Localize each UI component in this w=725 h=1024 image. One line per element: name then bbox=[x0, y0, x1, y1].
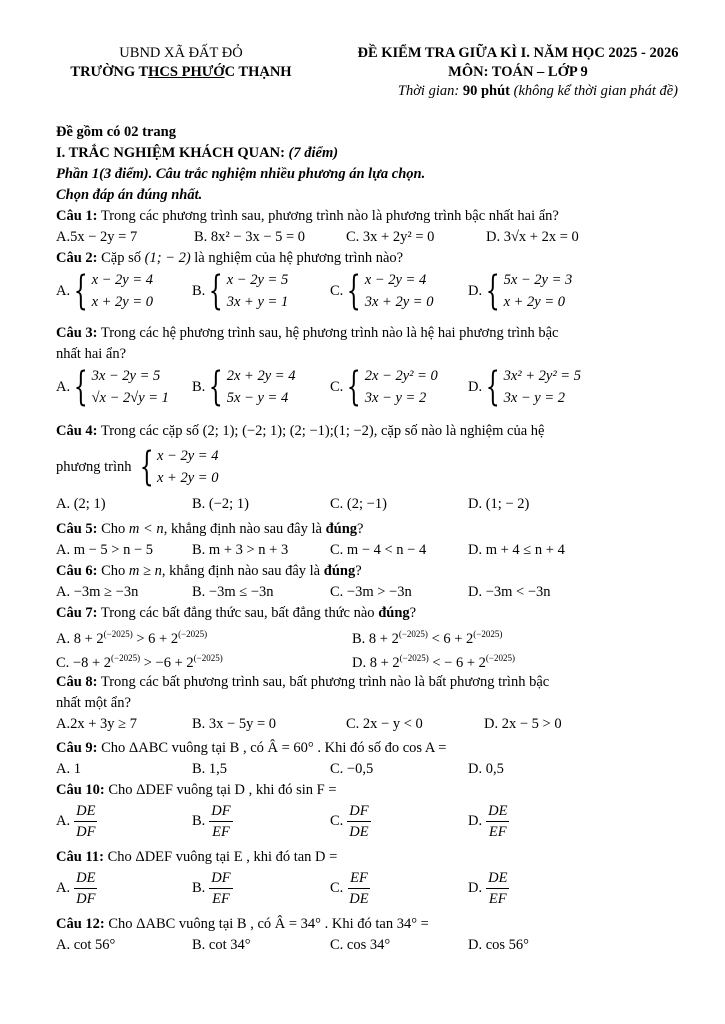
question-text: Trong các cặp số (2; 1); (−2; 1); (2; −1);(1; −2), cặp số nào là nghiệm của hệ bbox=[97, 423, 545, 439]
expr-part: A. 8 + 2 bbox=[56, 630, 104, 647]
system-row: 3x + y = 1 bbox=[226, 294, 289, 310]
expr-part: B. 8 + 2 bbox=[352, 630, 399, 647]
option-b: B. cot 34° bbox=[192, 937, 251, 953]
header-right bbox=[318, 44, 718, 101]
school-name-part: HCS PHƯỚ bbox=[148, 64, 225, 80]
option-b: B. (−2; 1) bbox=[192, 496, 249, 512]
question-4-system bbox=[56, 442, 666, 492]
question-label: Câu 7: bbox=[56, 605, 98, 621]
option-a: A. (2; 1) bbox=[56, 496, 106, 512]
system-row: x + 2y = 0 bbox=[91, 294, 154, 310]
system-row: 5x − 2y = 3 bbox=[503, 272, 573, 288]
brace-icon: { bbox=[139, 444, 154, 490]
option-a: A.5x − 2y = 7 bbox=[56, 229, 138, 245]
option-d: D. 2x − 5 > 0 bbox=[484, 716, 562, 732]
system-row: 3x − 2y = 5 bbox=[91, 368, 161, 384]
question-3-options bbox=[56, 365, 666, 415]
question-text: là nghiệm của hệ phương trình nào? bbox=[190, 250, 404, 266]
exponent: (−2025) bbox=[178, 629, 208, 639]
question-3 bbox=[56, 323, 666, 344]
header-left bbox=[52, 44, 310, 82]
question-text: Cho ΔDEF vuông tại D , khi đó sin F = bbox=[104, 782, 337, 798]
brace-icon: { bbox=[209, 364, 224, 410]
question-9-options bbox=[56, 759, 666, 780]
fraction bbox=[486, 868, 509, 909]
option-b: B. 3x − 5y = 0 bbox=[192, 716, 277, 732]
section-title bbox=[56, 143, 666, 164]
option-b: B. −3m ≤ −3n bbox=[192, 584, 274, 600]
question-3-cont: nhất hai ẩn? bbox=[56, 346, 127, 362]
system-row: x − 2y = 4 bbox=[364, 272, 427, 288]
option-label: A. bbox=[56, 880, 71, 896]
option-label: B. bbox=[192, 813, 206, 829]
exam-title: ĐỀ KIỂM TRA GIỮA KÌ I. NĂM HỌC 2025 - 2026 bbox=[357, 45, 679, 61]
fraction bbox=[486, 801, 509, 842]
exam-subject: MÔN: TOÁN – LỚP 9 bbox=[448, 64, 588, 80]
option-label: C. bbox=[330, 813, 344, 829]
option-a bbox=[56, 868, 97, 909]
option-a: A. −3m ≥ −3n bbox=[56, 584, 139, 600]
exponent: (−2025) bbox=[485, 653, 515, 663]
system-row: 3x² + 2y² = 5 bbox=[503, 368, 581, 384]
exam-body bbox=[56, 122, 666, 956]
option-c bbox=[330, 365, 438, 409]
question-label: Câu 3: bbox=[56, 325, 98, 341]
option-label: A. bbox=[56, 282, 71, 299]
option-label: C. bbox=[330, 378, 344, 395]
expr-part: C. −8 + 2 bbox=[56, 654, 112, 671]
option-label: D. bbox=[468, 813, 483, 829]
brace-icon: { bbox=[347, 364, 362, 410]
option-label: D. bbox=[468, 880, 483, 896]
question-8-options bbox=[56, 714, 666, 738]
question-10 bbox=[56, 780, 666, 801]
option-d: D. 3√x + 2x = 0 bbox=[486, 229, 579, 245]
system-row: x − 2y = 4 bbox=[157, 448, 219, 464]
question-text: phương trình bbox=[56, 458, 132, 475]
system bbox=[136, 445, 219, 489]
denominator: EF bbox=[212, 891, 230, 907]
question-12-options bbox=[56, 935, 666, 956]
question-text: Cho bbox=[97, 521, 129, 537]
option-d: D. (1; − 2) bbox=[468, 496, 530, 512]
denominator: EF bbox=[212, 824, 230, 840]
question-11 bbox=[56, 847, 666, 868]
system-row: x + 2y = 0 bbox=[503, 294, 566, 310]
option-label: A. bbox=[56, 378, 71, 395]
instruction: Chọn đáp án đúng nhất. bbox=[56, 187, 203, 203]
fraction bbox=[209, 868, 232, 909]
option-b: B. 1,5 bbox=[192, 761, 228, 777]
option-c: C. 3x + 2y² = 0 bbox=[346, 229, 435, 245]
question-4-options bbox=[56, 494, 666, 515]
fraction bbox=[74, 868, 97, 909]
option-d: D. cos 56° bbox=[468, 937, 529, 953]
option-a bbox=[56, 801, 97, 842]
question-label: Câu 10: bbox=[56, 782, 105, 798]
question-8-cont: nhất một ẩn? bbox=[56, 695, 131, 711]
exponent: (−2025) bbox=[111, 653, 141, 663]
exponent: (−2025) bbox=[398, 629, 428, 639]
numerator: DE bbox=[74, 868, 97, 889]
option-label: C. bbox=[330, 880, 344, 896]
question-10-options bbox=[56, 801, 666, 843]
option-d bbox=[468, 801, 509, 842]
option-label: C. bbox=[330, 282, 344, 299]
question-text: Cho bbox=[97, 563, 129, 579]
fraction bbox=[74, 801, 97, 842]
system-row: x − 2y = 4 bbox=[91, 272, 154, 288]
option-d bbox=[468, 365, 581, 409]
option-label: A. bbox=[56, 813, 71, 829]
option-a bbox=[56, 269, 153, 313]
numerator: DF bbox=[347, 801, 370, 822]
question-condition: m ≥ n bbox=[128, 563, 162, 579]
option-b: B. 8x² − 3x − 5 = 0 bbox=[194, 229, 306, 245]
question-label: Câu 1: bbox=[56, 208, 98, 224]
option-label: D. bbox=[468, 282, 483, 299]
denominator: DF bbox=[76, 891, 96, 907]
option-b bbox=[192, 365, 295, 409]
question-emphasis: đúng bbox=[323, 563, 356, 579]
option-d: D. m + 4 ≤ n + 4 bbox=[468, 542, 565, 558]
school-name-part: C THẠNH bbox=[224, 64, 292, 80]
option-d: D. −3m < −3n bbox=[468, 584, 551, 600]
exponent: (−2025) bbox=[193, 653, 223, 663]
question-text: Cho ΔABC vuông tại B , có Â = 34° . Khi đó tan 34° = bbox=[104, 916, 429, 932]
option-d bbox=[468, 269, 572, 313]
question-text: ? bbox=[409, 605, 417, 621]
system-row: 2x − 2y² = 0 bbox=[364, 368, 438, 384]
question-5 bbox=[56, 519, 666, 540]
expr-part: > 6 + 2 bbox=[132, 630, 179, 647]
time-label: Thời gian: bbox=[397, 83, 463, 99]
question-label: Câu 2: bbox=[56, 250, 98, 266]
question-label: Câu 8: bbox=[56, 674, 98, 690]
option-c: C. 2x − y < 0 bbox=[346, 716, 423, 732]
system-row: 2x + 2y = 4 bbox=[226, 368, 296, 384]
fraction bbox=[347, 801, 370, 842]
option-c: C. m − 4 < n − 4 bbox=[330, 542, 427, 558]
district-name: UBND XÃ ĐẤT ĐỎ bbox=[119, 45, 243, 61]
numerator: DE bbox=[74, 801, 97, 822]
denominator: DE bbox=[349, 891, 369, 907]
option-b: B. m + 3 > n + 3 bbox=[192, 542, 289, 558]
question-label: Câu 6: bbox=[56, 563, 98, 579]
question-text: , khẳng định nào sau đây là bbox=[161, 563, 324, 579]
fraction bbox=[209, 801, 232, 842]
option-b bbox=[352, 624, 502, 650]
option-c: C. −3m > −3n bbox=[330, 584, 412, 600]
brace-icon: { bbox=[485, 364, 500, 410]
option-label: B. bbox=[192, 880, 206, 896]
section-title-text: I. TRẮC NGHIỆM KHÁCH QUAN: bbox=[56, 145, 289, 161]
exponent: (−2025) bbox=[473, 629, 503, 639]
question-text: Trong các phương trình sau, phương trình nào là phương trình bậc nhất hai ẩn? bbox=[97, 208, 559, 224]
system-row: 3x − y = 2 bbox=[364, 390, 427, 406]
question-7 bbox=[56, 603, 666, 624]
exponent: (−2025) bbox=[103, 629, 133, 639]
question-text: ? bbox=[355, 563, 362, 579]
question-1 bbox=[56, 206, 666, 227]
option-a bbox=[56, 624, 207, 650]
question-6-options bbox=[56, 582, 666, 603]
option-a: A.2x + 3y ≥ 7 bbox=[56, 716, 137, 732]
question-7-options-2 bbox=[56, 648, 666, 672]
page-count: Đề gồm có 02 trang bbox=[56, 124, 177, 140]
question-12 bbox=[56, 914, 666, 935]
school-name bbox=[52, 63, 310, 82]
question-condition: m < n bbox=[128, 521, 164, 537]
question-text: Trong các bất đẳng thức sau, bất đẳng thức nào bbox=[97, 605, 379, 621]
question-4 bbox=[56, 421, 666, 442]
question-2-options bbox=[56, 269, 666, 317]
brace-icon: { bbox=[73, 364, 88, 410]
option-a bbox=[56, 365, 169, 409]
question-9 bbox=[56, 738, 666, 759]
time-value: 90 phút bbox=[462, 83, 510, 99]
option-label: D. bbox=[468, 378, 483, 395]
exam-time bbox=[318, 82, 718, 101]
section-points: (7 điểm) bbox=[288, 145, 339, 161]
fraction bbox=[347, 868, 370, 909]
question-emphasis: đúng bbox=[325, 521, 358, 537]
question-label: Câu 5: bbox=[56, 521, 98, 537]
option-a: A. m − 5 > n − 5 bbox=[56, 542, 154, 558]
question-label: Câu 9: bbox=[56, 740, 98, 756]
system-row: x + 2y = 0 bbox=[157, 470, 219, 486]
question-11-options bbox=[56, 868, 666, 910]
question-1-options bbox=[56, 227, 666, 248]
expr-part: > −6 + 2 bbox=[140, 654, 194, 671]
numerator: DE bbox=[486, 801, 509, 822]
system-row: √x − 2√y = 1 bbox=[91, 390, 169, 406]
system-row: 3x + 2y = 0 bbox=[364, 294, 434, 310]
denominator: EF bbox=[488, 891, 507, 907]
option-b bbox=[192, 868, 233, 909]
denominator: EF bbox=[488, 824, 507, 840]
time-note: (không kể thời gian phát đề) bbox=[509, 83, 678, 99]
option-c: C. −0,5 bbox=[330, 761, 374, 777]
question-text: Cho ΔABC vuông tại B , có Â = 60° . Khi đó số đo cos A = bbox=[97, 740, 447, 756]
option-c: C. cos 34° bbox=[330, 937, 391, 953]
brace-icon: { bbox=[485, 268, 500, 314]
school-name-part: TRƯỜNG T bbox=[70, 64, 149, 80]
question-2 bbox=[56, 248, 666, 269]
question-text: Trong các bất phương trình sau, bất phương trình nào là bất phương trình bậc bbox=[97, 674, 550, 690]
question-text: ? bbox=[357, 521, 364, 537]
option-c bbox=[330, 868, 371, 909]
option-label: B. bbox=[192, 378, 206, 395]
option-b bbox=[192, 269, 288, 313]
numerator: DF bbox=[209, 801, 232, 822]
system-row: x − 2y = 5 bbox=[226, 272, 289, 288]
option-a: A. cot 56° bbox=[56, 937, 116, 953]
expr-part: D. 8 + 2 bbox=[352, 654, 400, 671]
question-text: Trong các hệ phương trình sau, hệ phương trình nào là hệ hai phương trình bậc bbox=[97, 325, 559, 341]
system-row: 3x − y = 2 bbox=[503, 390, 566, 406]
option-c bbox=[56, 648, 223, 674]
option-c bbox=[330, 269, 433, 313]
part-title: Phần 1(3 điểm). Câu trắc nghiệm nhiều phương án lựa chọn. bbox=[56, 166, 426, 182]
question-5-options bbox=[56, 540, 666, 561]
expr-part: < − 6 + 2 bbox=[428, 654, 486, 671]
question-text: Cặp số bbox=[97, 250, 145, 266]
question-text: Cho ΔDEF vuông tại E , khi đó tan D = bbox=[103, 849, 338, 865]
brace-icon: { bbox=[73, 268, 88, 314]
option-b bbox=[192, 801, 233, 842]
question-emphasis: đúng bbox=[378, 605, 410, 621]
system-row: 5x − y = 4 bbox=[226, 390, 289, 406]
option-a: A. 1 bbox=[56, 761, 81, 777]
option-d bbox=[352, 648, 515, 674]
question-8 bbox=[56, 672, 666, 693]
brace-icon: { bbox=[347, 268, 362, 314]
expr-part: < 6 + 2 bbox=[427, 630, 474, 647]
question-label: Câu 11: bbox=[56, 849, 104, 865]
numerator: DF bbox=[209, 868, 232, 889]
question-6 bbox=[56, 561, 666, 582]
question-text: , khẳng định nào sau đây là bbox=[163, 521, 326, 537]
question-label: Câu 4: bbox=[56, 423, 98, 439]
brace-icon: { bbox=[209, 268, 224, 314]
option-c: C. (2; −1) bbox=[330, 496, 387, 512]
option-d bbox=[468, 868, 509, 909]
exponent: (−2025) bbox=[399, 653, 429, 663]
option-label: B. bbox=[192, 282, 206, 299]
question-7-options-1 bbox=[56, 624, 666, 648]
denominator: DF bbox=[76, 824, 96, 840]
option-c bbox=[330, 801, 371, 842]
question-pair: (1; − 2) bbox=[144, 250, 191, 266]
option-d: D. 0,5 bbox=[468, 761, 504, 777]
denominator: DE bbox=[349, 824, 369, 840]
numerator: DE bbox=[486, 868, 509, 889]
numerator: EF bbox=[348, 868, 370, 889]
question-label: Câu 12: bbox=[56, 916, 105, 932]
